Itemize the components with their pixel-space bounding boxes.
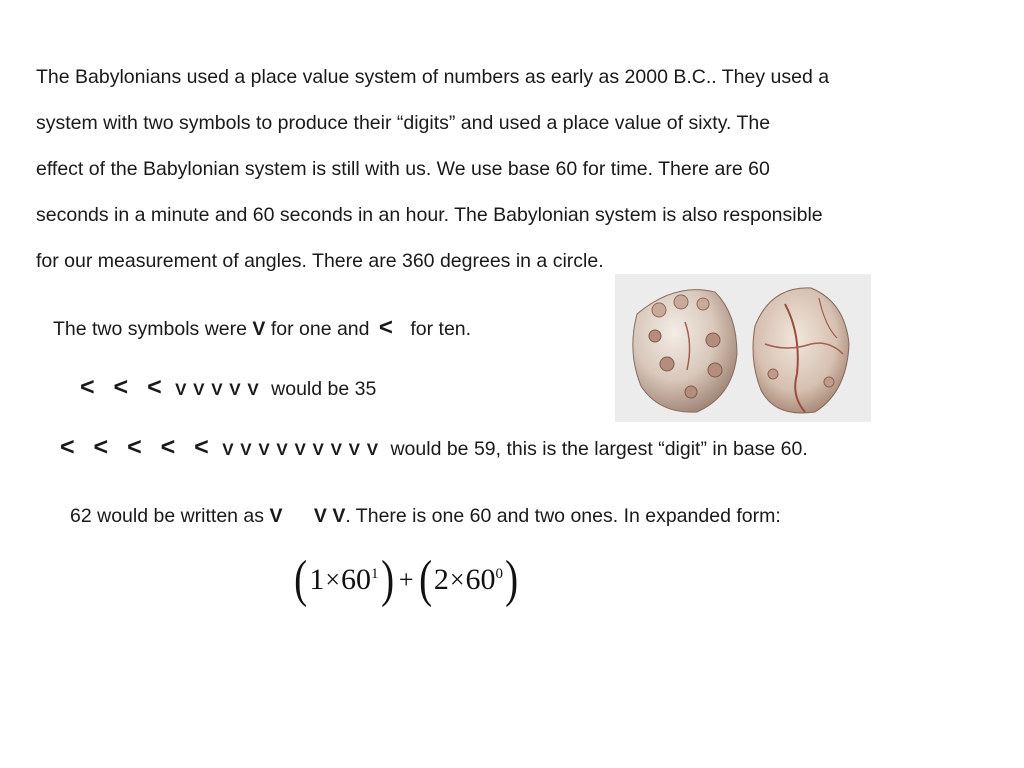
expanded-form-formula: ( 1 × 60 $^1$ ) + ( 2 × 60 $^0$ ) [294,551,519,608]
paragraph-line: system with two symbols to produce their “digits” and used a place value of sixty. The [36,112,771,134]
paragraph-line: seconds in a minute and 60 seconds in an hour. The Babylonian system is also responsible [36,204,823,226]
example-59: < < < < < V V V V V V V V V would be 59, this is the largest “digit” in base 60. [60,433,808,461]
paragraph-line: effect of the Babylonian system is still with us. We use base 60 for time. There are 60 [36,158,770,180]
ten-symbol: < [378,314,393,341]
example-62: 62 would be written as V V V. There is one 60 and two ones. In expanded form: [70,505,781,527]
one-symbols: V V V V V [175,380,260,399]
ones-symbols: V V [313,505,346,527]
paragraph-line: The Babylonians used a place value system of numbers as early as 2000 B.C.. They used a [36,66,830,88]
dice-photo [615,274,871,422]
dice-image [615,274,871,422]
one-symbols: V V V V V V V V V [222,440,380,459]
paragraph-line: for our measurement of angles. There are 360 degrees in a circle. [36,250,604,272]
intro-paragraph [36,54,986,284]
right-die [753,288,849,413]
example-35: < < < V V V V V would be 35 [80,373,377,401]
ten-symbols: < < < < < [60,433,215,461]
ten-symbols: < < < [80,373,168,401]
symbols-line: The two symbols were V for one and < for ten. [53,314,472,341]
one-symbol: V [252,318,266,340]
sixty-symbol: V [269,505,283,527]
